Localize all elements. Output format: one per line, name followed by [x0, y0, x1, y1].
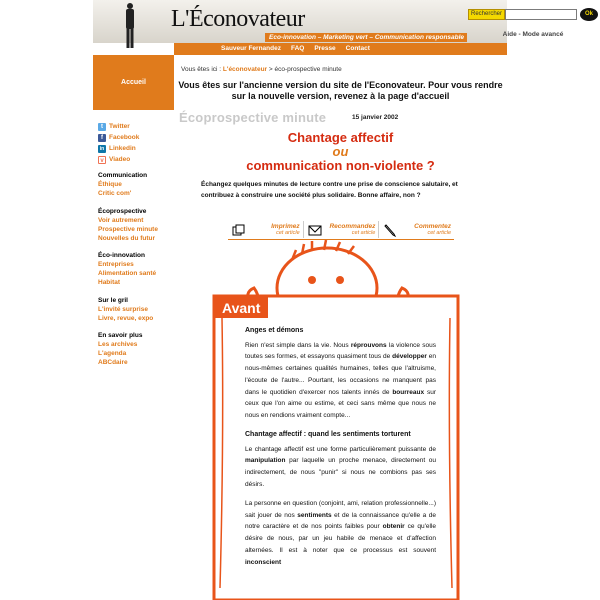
social-label: Linkedin: [109, 145, 136, 152]
social-label: Facebook: [109, 134, 140, 141]
search-button[interactable]: Rechercher: [468, 9, 505, 20]
nav-presse[interactable]: Presse: [314, 45, 336, 52]
menu-item[interactable]: Prospective minute: [98, 226, 158, 233]
site-logo[interactable]: L'Éconovateur: [171, 6, 305, 32]
social-facebook[interactable]: [98, 132, 139, 143]
emph: sentiments: [297, 511, 332, 519]
home-button[interactable]: Accueil: [93, 55, 174, 110]
menu-communication: [98, 171, 147, 198]
print-action[interactable]: [228, 221, 304, 238]
social-twitter[interactable]: [98, 121, 139, 132]
menu-item[interactable]: L'agenda: [98, 350, 127, 357]
search-input[interactable]: [505, 9, 577, 20]
paragraph: [245, 340, 436, 423]
menu-item[interactable]: Nouvelles du futur: [98, 235, 156, 242]
nav-contact[interactable]: Contact: [345, 45, 370, 52]
search-area: [467, 7, 599, 43]
twitter-icon: t: [98, 123, 106, 131]
article-date: 15 janvier 2002: [352, 114, 399, 121]
text: La personne en question (conjoint, ami, relation professionnelle...) sait jouer de nos: [245, 499, 436, 519]
headline-line-1: Chantage affectif: [287, 130, 394, 145]
text: et de la connaissance qu'elle a de notre caractère et de nos points faibles pour: [245, 511, 436, 531]
paragraph: [245, 498, 436, 569]
article-headline: [174, 131, 507, 173]
menu-sur-le-gril: [98, 296, 153, 323]
print-icon: [232, 224, 246, 236]
text: ce qu'elle désire de nous, par un jeu habile de menace et d'affection alternées. Il est à noter que ce processus est souvent: [245, 523, 436, 554]
comment-action[interactable]: [379, 221, 454, 238]
menu-item[interactable]: Entreprises: [98, 261, 134, 268]
emph: réprouvons: [350, 341, 387, 349]
menu-item[interactable]: ABCdaire: [98, 359, 128, 366]
text: Le chantage affectif est une forme particulièrement puissante de: [245, 445, 436, 453]
emph: manipulation: [245, 457, 286, 465]
headline-line-2: communication non-violente ?: [246, 158, 435, 173]
menu-heading: Sur le gril: [98, 297, 128, 304]
menu-heading: Éco-innovation: [98, 252, 145, 259]
text: en nous-mêmes certaines qualités humaines, telles que l'altruisme, l'écoute de l'autre... Pourtant, les occasions ne manquent pas dans le quotidien d'exercer nos talents innés de: [245, 353, 436, 396]
action-title: Commentez: [414, 223, 452, 230]
left-sidebar: [93, 55, 174, 600]
text: par laquelle un proche menace, directement ou indirectement, de nous "punir" si nous ne combions pas ses désirs.: [245, 457, 436, 488]
menu-item[interactable]: Livre, revue, expo: [98, 315, 154, 322]
pen-icon: [383, 224, 397, 236]
article-intro: Échangez quelques minutes de lecture contre une prise de conscience salutaire, et contribuez à construire une société plus solidaire. Bonne affaire, non ?: [201, 181, 458, 199]
breadcrumb-separator: >: [267, 66, 275, 73]
menu-eco-innovation: [98, 251, 156, 287]
action-title: Recommandez: [329, 223, 376, 230]
menu-heading: Communication: [98, 172, 148, 179]
breadcrumb-home-link[interactable]: L'éconovateur: [222, 66, 268, 73]
recommend-action[interactable]: [304, 221, 380, 238]
action-title: Imprimez: [271, 223, 300, 230]
viadeo-icon: v: [98, 156, 106, 164]
section-heading: Chantage affectif : quand les sentiments torturent: [245, 431, 411, 439]
emph: bourreaux: [392, 388, 425, 396]
menu-en-savoir-plus: [98, 331, 142, 367]
text: Rien n'est simple dans la vie. Nous: [245, 341, 351, 349]
menu-heading: Écoprospective: [98, 208, 147, 215]
menu-ecoprospective: [98, 207, 158, 243]
menu-item[interactable]: Voir autrement: [98, 217, 144, 224]
breadcrumb-current: éco-prospective minute: [274, 66, 342, 73]
menu-item[interactable]: Habitat: [98, 279, 121, 286]
social-viadeo[interactable]: [98, 154, 139, 165]
headline-ou: ou: [332, 144, 349, 159]
article-body: [245, 325, 436, 576]
facebook-icon: f: [98, 134, 106, 142]
menu-item[interactable]: Éthique: [98, 181, 122, 188]
menu-item[interactable]: L'invité surprise: [98, 306, 148, 313]
linkedin-icon: in: [99, 145, 105, 152]
section-title: Écoprospective minute: [179, 110, 327, 125]
menu-item[interactable]: Critic com': [98, 190, 132, 197]
emph: obtenir: [382, 523, 405, 531]
menu-item[interactable]: Alimentation santé: [98, 270, 157, 277]
section-heading: Anges et démons: [245, 327, 304, 334]
action-sub: cet article: [427, 230, 452, 236]
menu-heading: En savoir plus: [98, 332, 143, 339]
avant-label: Avant: [222, 300, 261, 316]
text: la violence sous toutes ses formes, et essayons quasiment tous de: [245, 341, 437, 361]
advanced-help-link[interactable]: Aide - Mode avancé: [502, 31, 564, 38]
action-sub: cet article: [276, 230, 300, 236]
nav-sauveur-fernandez[interactable]: Sauveur Fernandez: [221, 45, 281, 52]
breadcrumb: [181, 66, 342, 73]
envelope-icon: [308, 224, 322, 236]
social-label: Twitter: [109, 123, 130, 130]
ok-button[interactable]: Ok: [580, 8, 598, 21]
text: sur ceux que l'on aime ou estime, et ceci sans même que nous ne nous en rendions vraiment compte...: [245, 388, 436, 420]
paragraph: [245, 444, 436, 491]
action-sub: cet article: [351, 230, 376, 236]
old-version-notice[interactable]: Vous êtes sur l'ancienne version du site de l'Econovateur. Pour vous rendre sur la nouvelle version, revenez à la page d'accueil: [178, 80, 503, 101]
breadcrumb-prefix: Vous êtes ici :: [181, 66, 223, 73]
social-linkedin[interactable]: [98, 143, 139, 154]
site-header: [93, 0, 593, 43]
article-actions: [228, 221, 454, 238]
nav-faq[interactable]: FAQ: [290, 45, 305, 52]
tagline: Eco-innovation – Marketing vert – Communication responsable: [265, 33, 467, 42]
menu-item[interactable]: Les archives: [98, 341, 138, 348]
top-nav: [174, 43, 507, 55]
man-silhouette-icon: [123, 2, 137, 50]
social-links: [98, 121, 139, 165]
emph: développer: [392, 353, 427, 361]
social-label: Viadeo: [109, 156, 131, 163]
emph: inconscient: [245, 558, 282, 566]
